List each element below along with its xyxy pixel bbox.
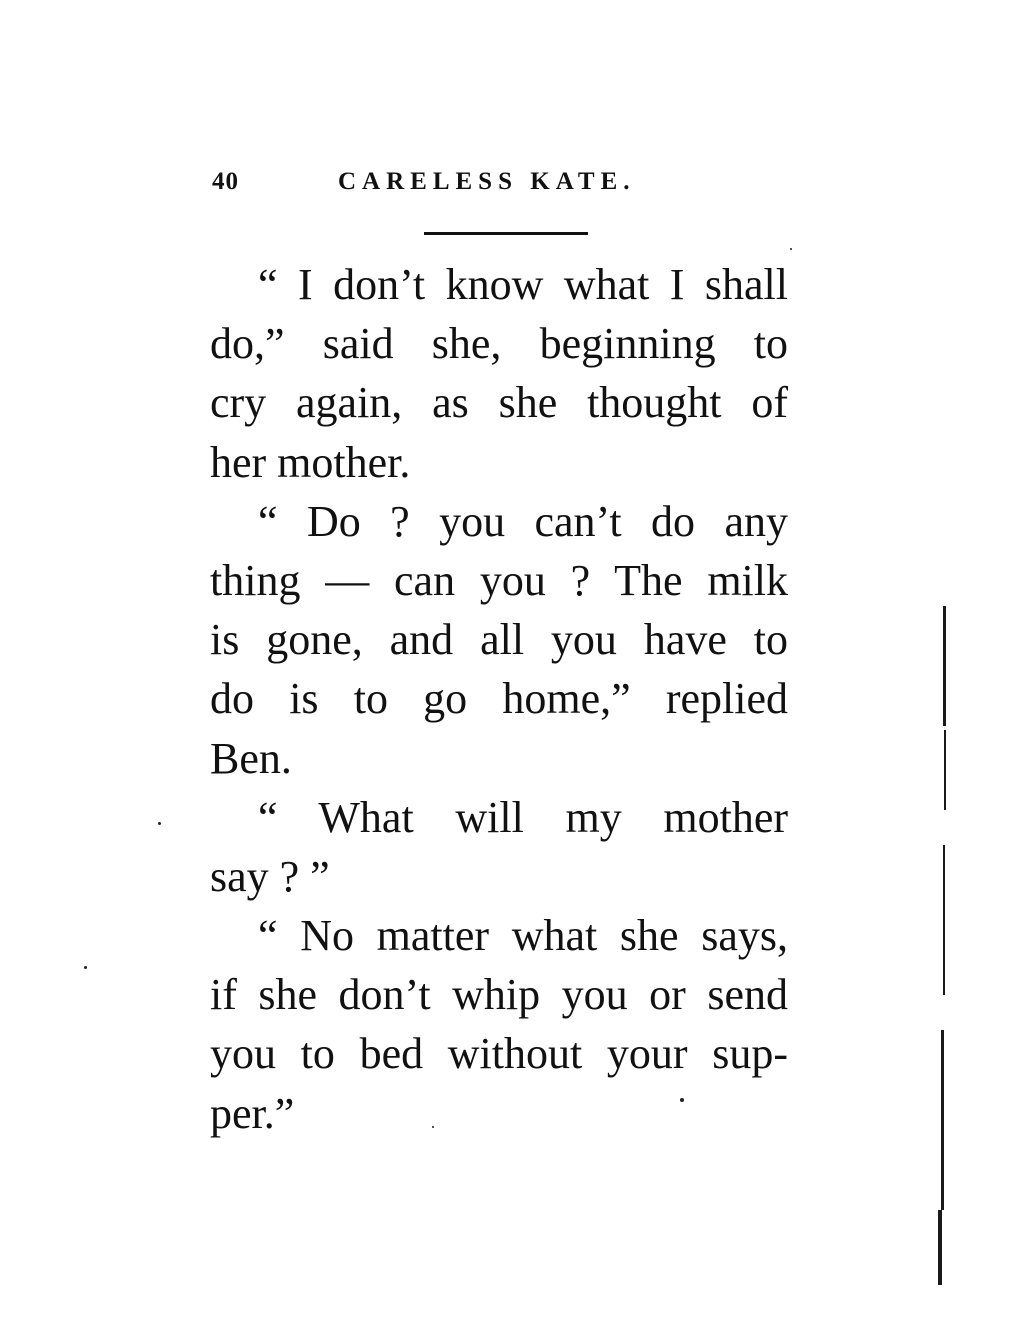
page-header [212, 168, 692, 208]
text-line: per.” [210, 1088, 295, 1138]
text-line: “ I don’t know what I shall [258, 260, 788, 309]
gutter-line [938, 1210, 942, 1285]
scan-speck [680, 1098, 684, 1102]
gutter-line [941, 1030, 944, 1210]
text-line: thing — can you ? The milk [210, 555, 788, 605]
page-number: 40 [212, 168, 239, 195]
text-line: “ Do ? you can’t do any [258, 496, 788, 546]
gutter-line [943, 606, 946, 726]
text-line: say ? ” [210, 851, 330, 901]
gutter-line [943, 845, 945, 995]
header-rule [424, 232, 588, 235]
text-line: cry again, as she thought of [210, 378, 788, 428]
text-line: “ No matter what she says, [258, 911, 788, 961]
running-title: CARELESS KATE. [338, 168, 636, 195]
text-line: “ What will my mother [258, 792, 788, 842]
text-line: is gone, and all you have to [210, 615, 788, 665]
scan-speck [84, 966, 87, 969]
body-text [210, 255, 788, 1143]
text-line: do is to go home,” replied [210, 674, 788, 724]
scan-speck [158, 822, 161, 825]
scan-speck [432, 1126, 434, 1128]
gutter-line [944, 730, 946, 810]
text-line: Ben. [210, 733, 292, 783]
scan-speck [790, 248, 792, 250]
text-line: you to bed without your sup- [210, 1029, 788, 1079]
text-line: her mother. [210, 437, 411, 487]
text-line: if she don’t whip you or send [210, 970, 788, 1020]
text-line: do,” said she, beginning to [210, 319, 788, 369]
